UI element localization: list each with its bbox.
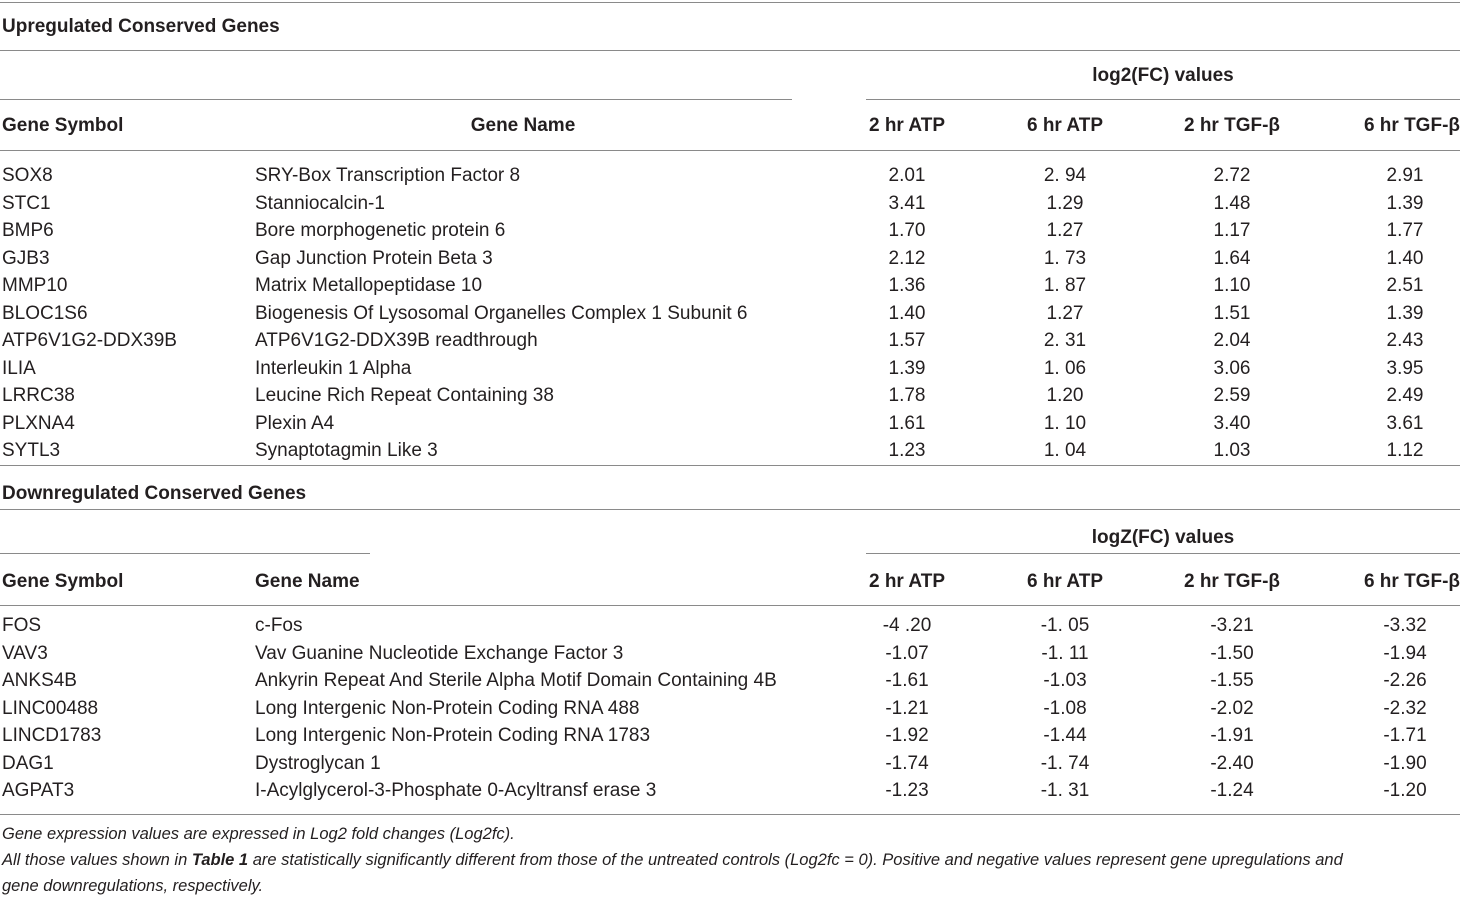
cell-gene-name: Bore morphogenetic protein 6 xyxy=(255,220,506,241)
cell-2hr-atp: 1.39 xyxy=(888,357,926,379)
cell-gene-name: Leucine Rich Repeat Containing 38 xyxy=(255,385,554,406)
downregulated-col-6hr-tgf: 6 hr TGF-β xyxy=(1363,571,1460,592)
cell-6hr-tgf: 1.39 xyxy=(1386,192,1424,214)
upregulated-col-symbol: Gene Symbol xyxy=(2,115,124,136)
cell-2hr-tgf: 1.48 xyxy=(1213,192,1251,214)
downregulated-bottom-rule xyxy=(0,814,1460,815)
footnote-3-text: gene downregulations, respectively. xyxy=(2,877,264,895)
cell-2hr-tgf: -1.24 xyxy=(1210,780,1254,801)
cell-gene-symbol: BMP6 xyxy=(2,220,54,241)
footnote-1 xyxy=(2,823,515,845)
cell-2hr-atp: 3.41 xyxy=(888,192,926,214)
downregulated-gene-span-rule xyxy=(0,553,370,554)
cell-2hr-atp: -1.21 xyxy=(885,697,929,719)
cell-2hr-tgf: 3.06 xyxy=(1213,357,1251,379)
cell-6hr-atp: 1. 87 xyxy=(1043,275,1087,296)
cell-2hr-atp: 1.57 xyxy=(888,330,926,351)
cell-gene-name: Vav Guanine Nucleotide Exchange Factor 3 xyxy=(255,642,624,664)
downregulated-title: Downregulated Conserved Genes xyxy=(2,483,307,504)
cell-6hr-tgf: 2.91 xyxy=(1386,165,1424,186)
cell-gene-name: Long Intergenic Non-Protein Coding RNA 488 xyxy=(255,697,640,719)
cell-2hr-atp: 1.40 xyxy=(888,302,926,324)
downregulated-col-2hr-tgf: 2 hr TGF-β xyxy=(1183,571,1281,592)
cell-6hr-tgf: 2.49 xyxy=(1386,385,1424,406)
footnote-2-table-ref: Table 1 xyxy=(191,851,249,869)
cell-gene-name: I-Acylglycerol-3-Phosphate 0-Acyltransf erase 3 xyxy=(255,780,657,801)
upregulated-log-span-rule xyxy=(866,99,1460,100)
cell-6hr-atp: -1.08 xyxy=(1043,697,1087,719)
cell-6hr-atp: 1.20 xyxy=(1046,385,1084,406)
cell-gene-symbol: BLOC1S6 xyxy=(2,302,88,324)
cell-gene-symbol: LINC00488 xyxy=(2,697,99,719)
upregulated-bottom-rule xyxy=(0,465,1460,466)
cell-2hr-tgf: -1.50 xyxy=(1210,642,1254,664)
upregulated-title: Upregulated Conserved Genes xyxy=(2,16,280,37)
cell-6hr-tgf: 1.39 xyxy=(1386,302,1424,324)
cell-2hr-tgf: 1.64 xyxy=(1213,247,1251,269)
downregulated-log-span-rule xyxy=(866,553,1460,554)
cell-6hr-tgf: 2.51 xyxy=(1386,275,1424,296)
cell-gene-symbol: SYTL3 xyxy=(2,440,61,461)
upregulated-col-6hr-atp: 6 hr ATP xyxy=(1026,115,1103,136)
downregulated-header-rule xyxy=(0,605,1460,606)
cell-gene-symbol: LINCD1783 xyxy=(2,725,102,746)
cell-gene-symbol: FOS xyxy=(2,615,42,636)
cell-2hr-tgf: -3.21 xyxy=(1210,615,1254,636)
cell-2hr-atp: 2.01 xyxy=(888,165,926,186)
cell-gene-name: c-Fos xyxy=(255,615,303,636)
cell-6hr-atp: 1.27 xyxy=(1046,220,1084,241)
downregulated-log-header: logZ(FC) values xyxy=(1091,527,1235,548)
cell-6hr-atp: 1. 06 xyxy=(1043,357,1087,379)
cell-gene-name: Synaptotagmin Like 3 xyxy=(255,440,438,461)
upregulated-col-6hr-tgf: 6 hr TGF-β xyxy=(1363,115,1460,136)
cell-6hr-atp: -1.44 xyxy=(1043,725,1087,746)
cell-6hr-tgf: 3.95 xyxy=(1386,357,1424,379)
cell-6hr-atp: 1. 04 xyxy=(1043,440,1087,461)
cell-2hr-atp: 1.70 xyxy=(888,220,926,241)
downregulated-col-2hr-atp: 2 hr ATP xyxy=(868,571,945,592)
cell-6hr-atp: 1.27 xyxy=(1046,302,1084,324)
upregulated-col-2hr-tgf: 2 hr TGF-β xyxy=(1183,115,1281,136)
top-rule xyxy=(0,2,1460,3)
cell-gene-symbol: ATP6V1G2-DDX39B xyxy=(2,330,177,351)
cell-gene-symbol: DAG1 xyxy=(2,752,54,774)
cell-gene-symbol: GJB3 xyxy=(2,247,50,269)
downregulated-col-6hr-atp: 6 hr ATP xyxy=(1026,571,1103,592)
cell-gene-name: Long Intergenic Non-Protein Coding RNA 1783 xyxy=(255,725,651,746)
cell-2hr-tgf: -1.91 xyxy=(1210,725,1254,746)
cell-gene-name: Matrix Metallopeptidase 10 xyxy=(255,275,483,296)
cell-2hr-tgf: 1.10 xyxy=(1213,275,1251,296)
cell-gene-name: Biogenesis Of Lysosomal Organelles Complex 1 Subunit 6 xyxy=(255,302,748,324)
upregulated-header-rule xyxy=(0,150,1460,151)
footnote-1-text: Gene expression values are expressed in Log2 fold changes (Log2fc). xyxy=(2,825,515,843)
cell-2hr-tgf: -2.02 xyxy=(1210,697,1254,719)
cell-2hr-atp: 1.61 xyxy=(888,412,926,434)
cell-6hr-tgf: -1.94 xyxy=(1383,642,1427,664)
cell-gene-symbol: STC1 xyxy=(2,192,51,214)
cell-gene-symbol: SOX8 xyxy=(2,165,53,186)
cell-gene-name: Gap Junction Protein Beta 3 xyxy=(255,247,493,269)
footnote-2-post: are statistically significantly different from those of the untreated controls (Log2fc = 0). Positive and negative values represent gene upregulations and xyxy=(248,851,1343,869)
cell-gene-name: Dystroglycan 1 xyxy=(255,752,381,774)
upregulated-gene-span-rule xyxy=(0,99,792,100)
cell-2hr-atp: -1.92 xyxy=(885,725,929,746)
cell-gene-name: Plexin A4 xyxy=(255,412,335,434)
cell-gene-name: SRY-Box Transcription Factor 8 xyxy=(255,165,521,186)
cell-6hr-tgf: 1.12 xyxy=(1386,440,1424,461)
cell-2hr-tgf: 1.51 xyxy=(1213,302,1251,324)
upregulated-log-header: log2(FC) values xyxy=(1092,65,1234,86)
cell-gene-symbol: AGPAT3 xyxy=(2,780,75,801)
cell-6hr-atp: -1.03 xyxy=(1043,670,1087,691)
cell-2hr-tgf: -2.40 xyxy=(1210,752,1254,774)
cell-6hr-tgf: 2.43 xyxy=(1386,330,1424,351)
cell-6hr-tgf: -3.32 xyxy=(1383,615,1427,636)
downregulated-col-symbol: Gene Symbol xyxy=(2,571,124,592)
cell-2hr-atp: -1.61 xyxy=(885,670,929,691)
cell-6hr-tgf: 1.77 xyxy=(1386,220,1424,241)
downregulated-title-rule xyxy=(0,509,1460,510)
cell-gene-symbol: LRRC38 xyxy=(2,385,75,406)
cell-gene-symbol: VAV3 xyxy=(2,642,48,664)
downregulated-col-name: Gene Name xyxy=(255,571,360,592)
cell-2hr-atp: -1.07 xyxy=(885,642,929,664)
cell-6hr-tgf: -2.26 xyxy=(1383,670,1427,691)
footnote-2 xyxy=(2,849,1343,871)
cell-gene-symbol: PLXNA4 xyxy=(2,412,75,434)
cell-gene-symbol: ANKS4B xyxy=(2,670,77,691)
cell-6hr-atp: -1. 11 xyxy=(1041,642,1089,664)
cell-2hr-tgf: 2.59 xyxy=(1213,385,1251,406)
cell-2hr-tgf: 2.04 xyxy=(1213,330,1251,351)
cell-6hr-atp: 2. 31 xyxy=(1043,330,1087,351)
cell-6hr-tgf: -1.71 xyxy=(1383,725,1427,746)
cell-6hr-atp: 2. 94 xyxy=(1043,165,1087,186)
cell-2hr-tgf: 1.17 xyxy=(1213,220,1251,241)
cell-6hr-tgf: 3.61 xyxy=(1386,412,1424,434)
cell-2hr-tgf: 2.72 xyxy=(1213,165,1251,186)
cell-gene-symbol: MMP10 xyxy=(2,275,68,296)
footnote-2-pre: All those values shown in xyxy=(2,851,192,869)
cell-gene-name: ATP6V1G2-DDX39B readthrough xyxy=(255,330,538,351)
upregulated-title-rule xyxy=(0,50,1460,51)
cell-2hr-tgf: 1.03 xyxy=(1213,440,1251,461)
upregulated-col-2hr-atp: 2 hr ATP xyxy=(868,115,945,136)
cell-6hr-atp: -1. 05 xyxy=(1040,615,1090,636)
cell-gene-name: Interleukin 1 Alpha xyxy=(255,357,412,379)
upregulated-col-name: Gene Name xyxy=(470,115,576,136)
cell-2hr-atp: 1.23 xyxy=(888,440,926,461)
cell-6hr-tgf: 1.40 xyxy=(1386,247,1424,269)
cell-6hr-atp: -1. 31 xyxy=(1040,780,1090,801)
cell-6hr-tgf: -1.20 xyxy=(1383,780,1427,801)
footnote-3 xyxy=(2,875,263,897)
cell-2hr-atp: 2.12 xyxy=(888,247,926,269)
cell-2hr-atp: 1.78 xyxy=(888,385,926,406)
cell-gene-name: Ankyrin Repeat And Sterile Alpha Motif Domain Containing 4B xyxy=(255,670,777,691)
cell-6hr-atp: 1.29 xyxy=(1046,192,1084,214)
cell-6hr-atp: 1. 10 xyxy=(1043,412,1087,434)
cell-gene-symbol: ILIA xyxy=(2,357,36,379)
cell-2hr-atp: -1.74 xyxy=(885,752,929,774)
cell-2hr-atp: -4 .20 xyxy=(882,615,932,636)
cell-2hr-tgf: 3.40 xyxy=(1213,412,1251,434)
cell-2hr-tgf: -1.55 xyxy=(1210,670,1254,691)
cell-2hr-atp: 1.36 xyxy=(888,275,926,296)
cell-6hr-tgf: -1.90 xyxy=(1383,752,1427,774)
cell-6hr-atp: 1. 73 xyxy=(1043,247,1087,269)
cell-6hr-atp: -1. 74 xyxy=(1040,752,1090,774)
cell-6hr-tgf: -2.32 xyxy=(1383,697,1427,719)
cell-gene-name: Stanniocalcin-1 xyxy=(255,192,385,214)
cell-2hr-atp: -1.23 xyxy=(885,780,929,801)
